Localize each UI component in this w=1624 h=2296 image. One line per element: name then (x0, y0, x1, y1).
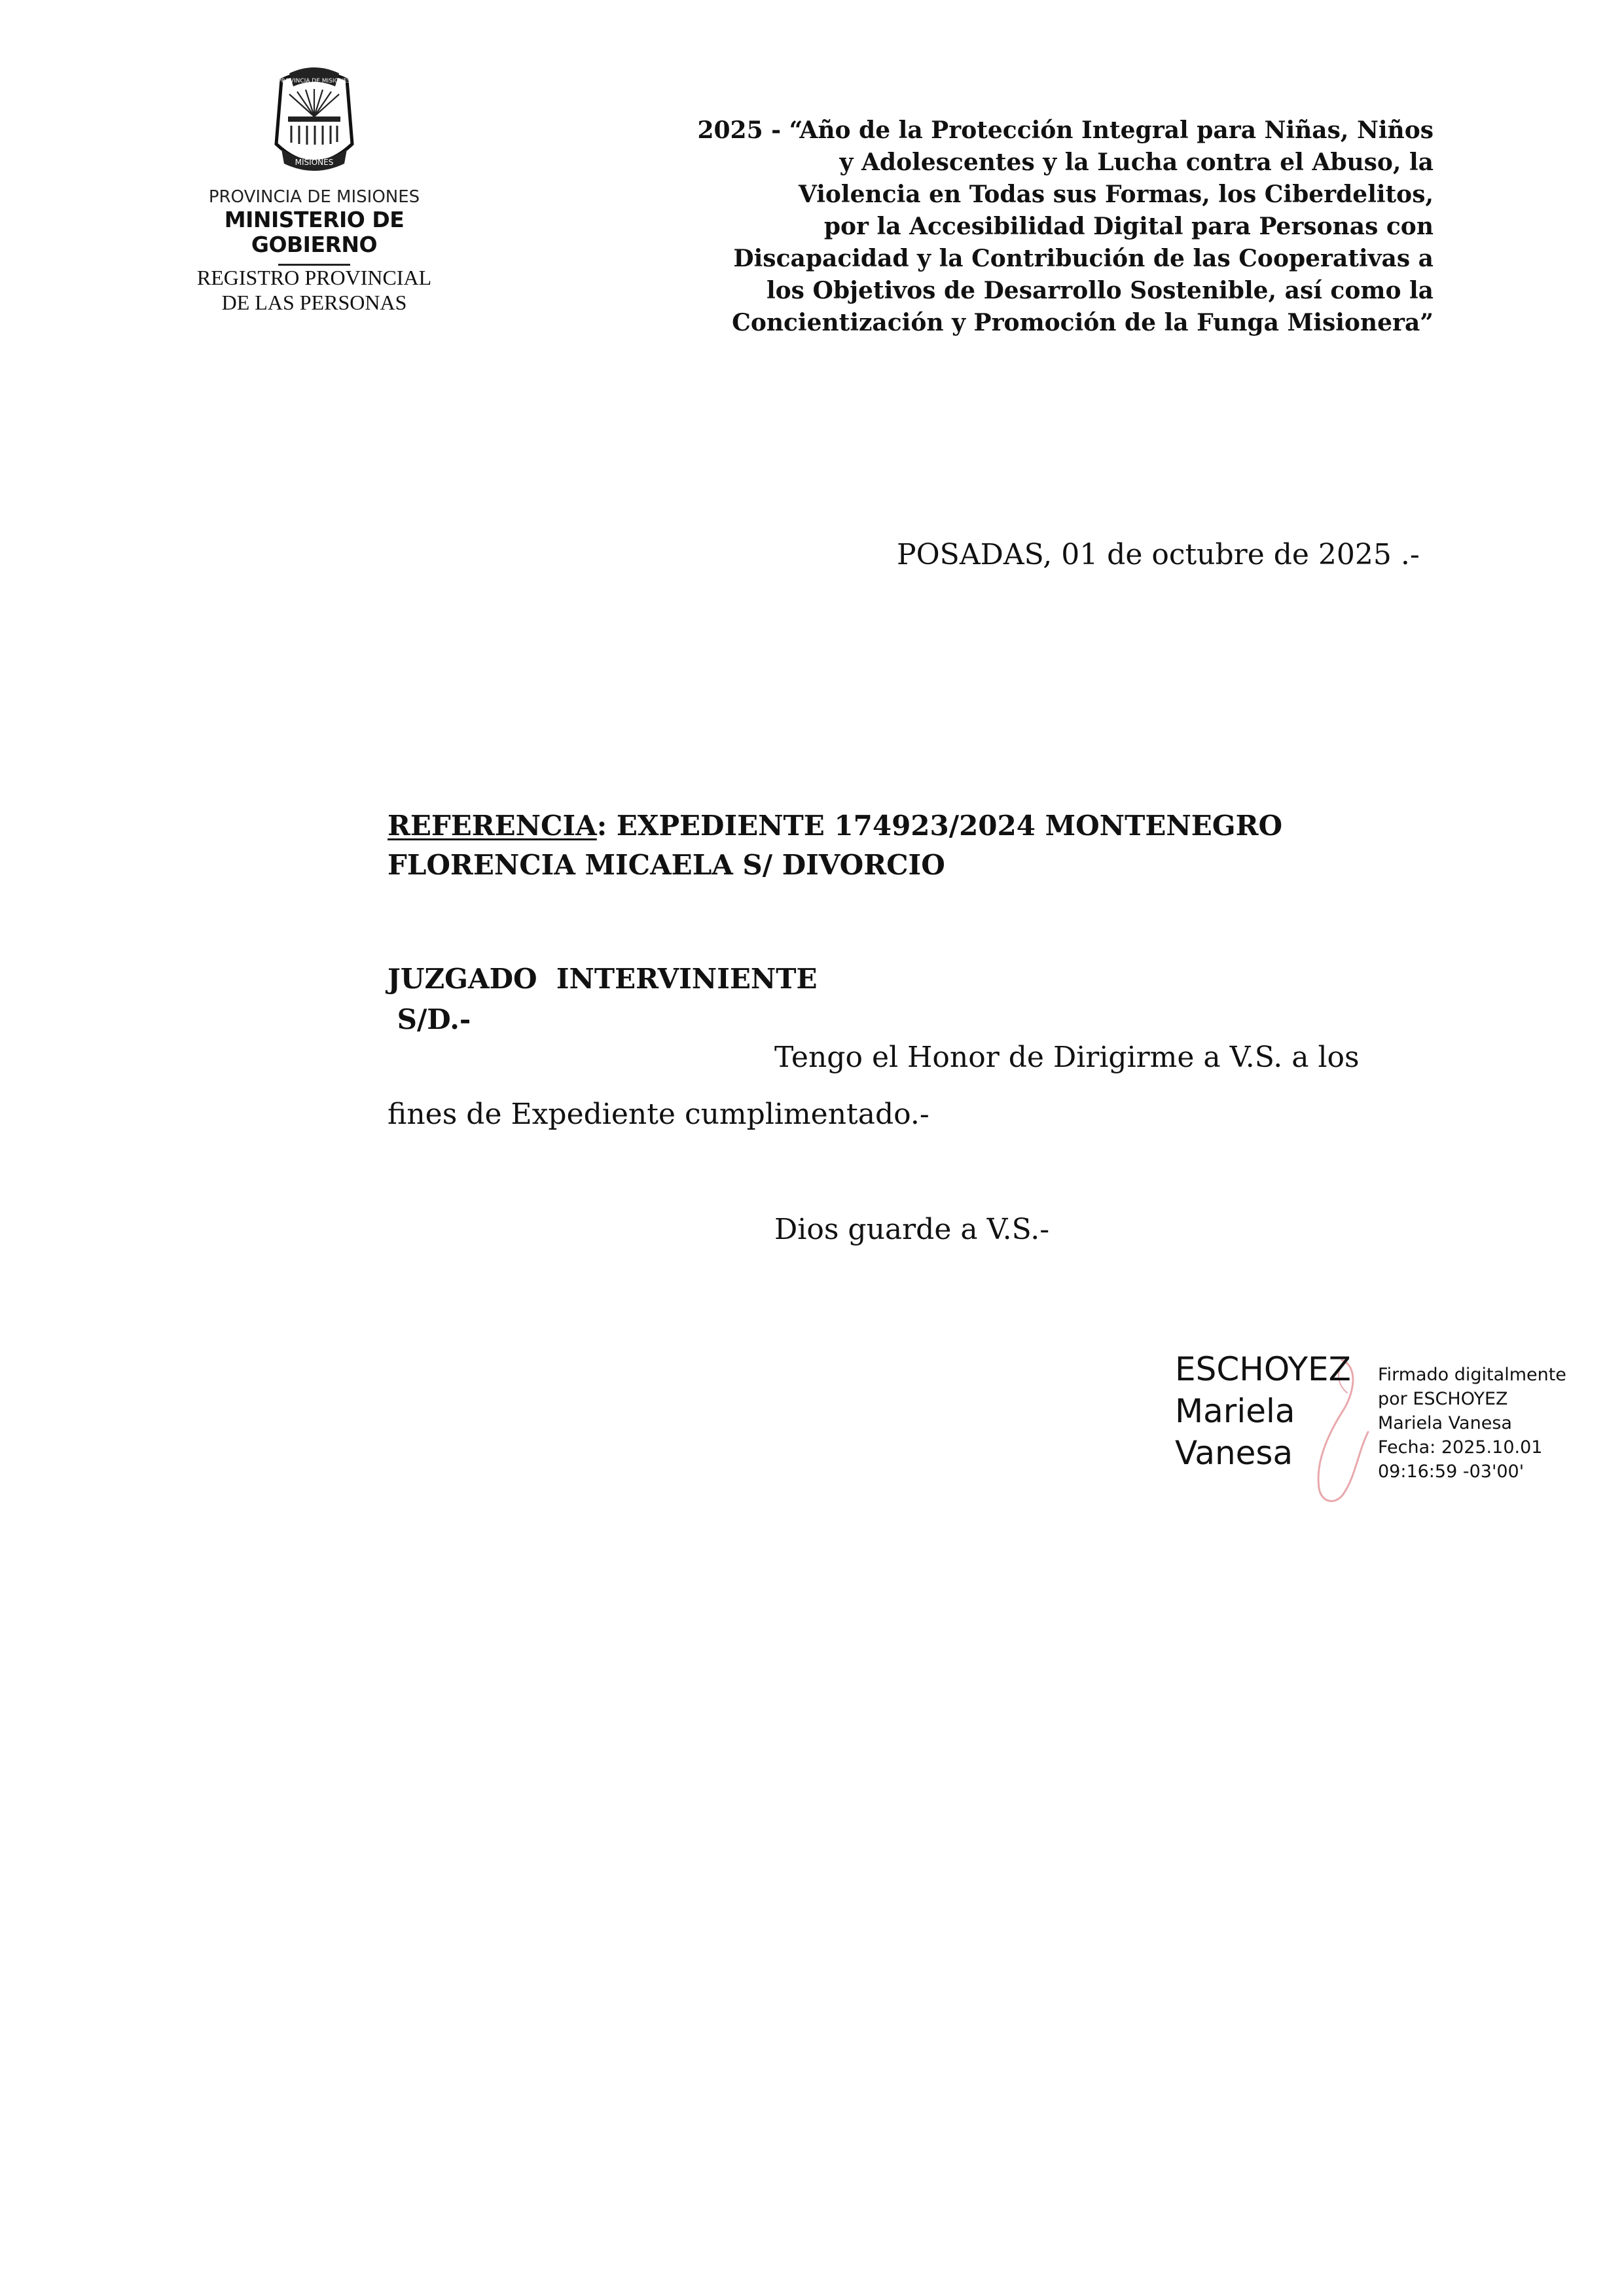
motto-line: los Objetivos de Desarrollo Sostenible, así como la (766, 277, 1434, 304)
ministry-header (160, 187, 468, 266)
signature-date-line: Fecha: 2025.10.01 (1378, 1437, 1543, 1458)
addressee-block (388, 959, 1042, 1040)
reference-label: REFERENCIA (388, 810, 597, 842)
office-name (160, 265, 468, 315)
year-motto (628, 115, 1434, 339)
signer-name-line: Mariela (1175, 1392, 1295, 1430)
body-text-line2: fines de Expediente cumplimentado.- (388, 1098, 929, 1131)
emblem-banner-text: PROVINCIA DE MISIONES (278, 78, 351, 84)
closing-salutation: Dios guarde a V.S.- (774, 1213, 1050, 1246)
emblem-bottom-text: MISIONES (295, 158, 334, 167)
motto-line: Concientización y Promoción de la Funga Misionera” (732, 309, 1434, 336)
reference-line2: FLORENCIA MICAELA S/ DIVORCIO (388, 849, 945, 881)
coat-of-arms-icon (255, 65, 373, 177)
addressee-court: JUZGADO INTERVINIENTE (388, 963, 818, 995)
digital-signature (1175, 1348, 1581, 1512)
signature-time-line: 09:16:59 -03'00' (1378, 1462, 1525, 1482)
addressee-sd: S/D.- (388, 1003, 471, 1035)
signature-detail-line: por ESCHOYEZ (1378, 1389, 1508, 1409)
signer-name-line: ESCHOYEZ (1175, 1350, 1351, 1388)
signature-details (1378, 1363, 1587, 1484)
province-name: PROVINCIA DE MISIONES (208, 187, 420, 207)
motto-line: por la Accesibilidad Digital para Personas con (823, 213, 1434, 240)
signature-detail-line: Firmado digitalmente (1378, 1365, 1566, 1385)
place-and-date: POSADAS, 01 de octubre de 2025 .- (897, 538, 1420, 571)
signer-name-line: Vanesa (1175, 1434, 1293, 1472)
ministry-name: MINISTERIO DE GOBIERNO (224, 207, 405, 257)
reference-case-number: : EXPEDIENTE 174923/2024 MONTENEGRO (596, 810, 1283, 842)
motto-line: Discapacidad y la Contribución de las Cooperativas a (733, 245, 1434, 272)
motto-line: y Adolescentes y la Lucha contra el Abuso, la (839, 149, 1434, 176)
motto-line: 2025 - “Año de la Protección Integral para Niñas, Niños (697, 117, 1434, 144)
motto-line: Violencia en Todas sus Formas, los Ciberdelitos, (798, 181, 1434, 208)
reference-line1 (388, 806, 1468, 846)
reference-block (388, 806, 1468, 885)
body-text-line1: Tengo el Honor de Dirigirme a V.S. a los (774, 1041, 1360, 1074)
coat-of-arms-graphic (255, 65, 373, 177)
signer-name (1175, 1348, 1371, 1474)
office-name-line2: DE LAS PERSONAS (221, 291, 407, 314)
office-name-line1: REGISTRO PROVINCIAL (196, 266, 432, 289)
signature-detail-line: Mariela Vanesa (1378, 1413, 1512, 1433)
